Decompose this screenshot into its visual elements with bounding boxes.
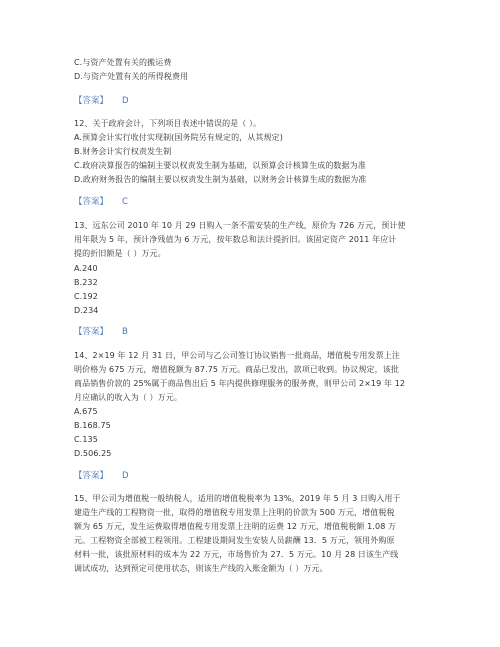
q13-stem-line-1: 13、远东公司 2010 年 10 月 29 日购入一条不需安装的生产线，原价为 726 万元，预计使 — [74, 221, 406, 230]
q14-option-a: A.675 — [74, 407, 98, 416]
q15-stem-line-6: 调试成功，达到预定可使用状态，则该生产线的入账金额为（ ）万元。 — [74, 564, 328, 573]
answer-value: B — [122, 327, 128, 337]
q12-option-d: D.政府财务报告的编制主要以权责发生制为基础，以财务会计核算生成的数据为准 — [74, 175, 367, 184]
q11-answer — [74, 96, 129, 106]
q12-option-a: A.预算会计实行收付实现制(国务院另有规定的，从其规定) — [74, 133, 283, 142]
q15-stem-line-4: 元。工程物资全部被工程领用。工程建设期间发生安装人员薪酬 13．5 万元，领用外购原 — [74, 536, 395, 545]
q14-option-c: C.135 — [74, 435, 98, 444]
q14-option-b: B.168.75 — [74, 421, 111, 430]
answer-label: 【答案】 — [74, 471, 109, 481]
q13-option-b: B.232 — [74, 278, 98, 287]
q15-stem-line-3: 额为 65 万元，发生运费取得增值税专用发票上注明的运费 12 万元，增值税税额 1.08 万 — [74, 522, 397, 531]
q13-option-d: D.234 — [74, 306, 99, 315]
q12-stem: 12、关于政府会计，下列项目表述中错误的是（ ）。 — [74, 119, 262, 128]
q15-stem-line-5: 材料一批，该批原材料的成本为 22 万元，市场售价为 27．5 万元。10 月 28 日该生产线 — [74, 550, 399, 559]
q15-stem-line-1: 15、甲公司为增值税一般纳税人，适用的增值税税率为 13%。2019 年 5 月 3 日购入用于 — [74, 494, 401, 503]
q13-option-c: C.192 — [74, 292, 98, 301]
q13-stem-line-3: 提的折旧额是（ ）万元。 — [74, 249, 166, 258]
answer-value: C — [122, 197, 128, 207]
q12-answer — [74, 197, 128, 207]
q14-stem-line-4: 月应确认的收入为（ ）万元。 — [74, 393, 182, 402]
answer-value: D — [122, 471, 129, 481]
q14-option-d: D.506.25 — [74, 449, 112, 458]
q11-option-d: D.与资产处置有关的所得税费用 — [74, 72, 189, 81]
answer-label: 【答案】 — [74, 197, 109, 207]
answer-label: 【答案】 — [74, 96, 109, 106]
q13-stem-line-2: 用年限为 5 年，预计净残值为 6 万元，按年数总和法计提折旧。该固定资产 2011 年应计 — [74, 235, 397, 244]
q14-stem-line-3: 商品销售价款的 25%属于商品售出后 5 年内提供修理服务的服务费，则甲公司 2×19 年 12 — [74, 379, 406, 388]
q13-option-a: A.240 — [74, 264, 98, 273]
q12-option-c: C.政府决算报告的编制主要以权责发生制为基础，以预算会计核算生成的数据为准 — [74, 161, 366, 170]
q12-option-b: B.财务会计实行权责发生制 — [74, 147, 172, 156]
answer-value: D — [122, 96, 129, 106]
q14-answer — [74, 471, 129, 481]
answer-label: 【答案】 — [74, 327, 109, 337]
q15-stem-line-2: 建造生产线的工程物资一批，取得的增值税专用发票上注明的价款为 500 万元，增值税税 — [74, 508, 395, 517]
q14-stem-line-1: 14、2×19 年 12 月 31 日，甲公司与乙公司签订协议销售一批商品，增值税专用发票上注 — [74, 351, 400, 360]
q11-option-c: C.与资产处置有关的搬运费 — [74, 58, 172, 67]
q13-answer — [74, 327, 128, 337]
q14-stem-line-2: 明价格为 675 万元，增值税额为 87.75 万元。商品已发出，款项已收到。协议规定，该批 — [74, 365, 399, 374]
